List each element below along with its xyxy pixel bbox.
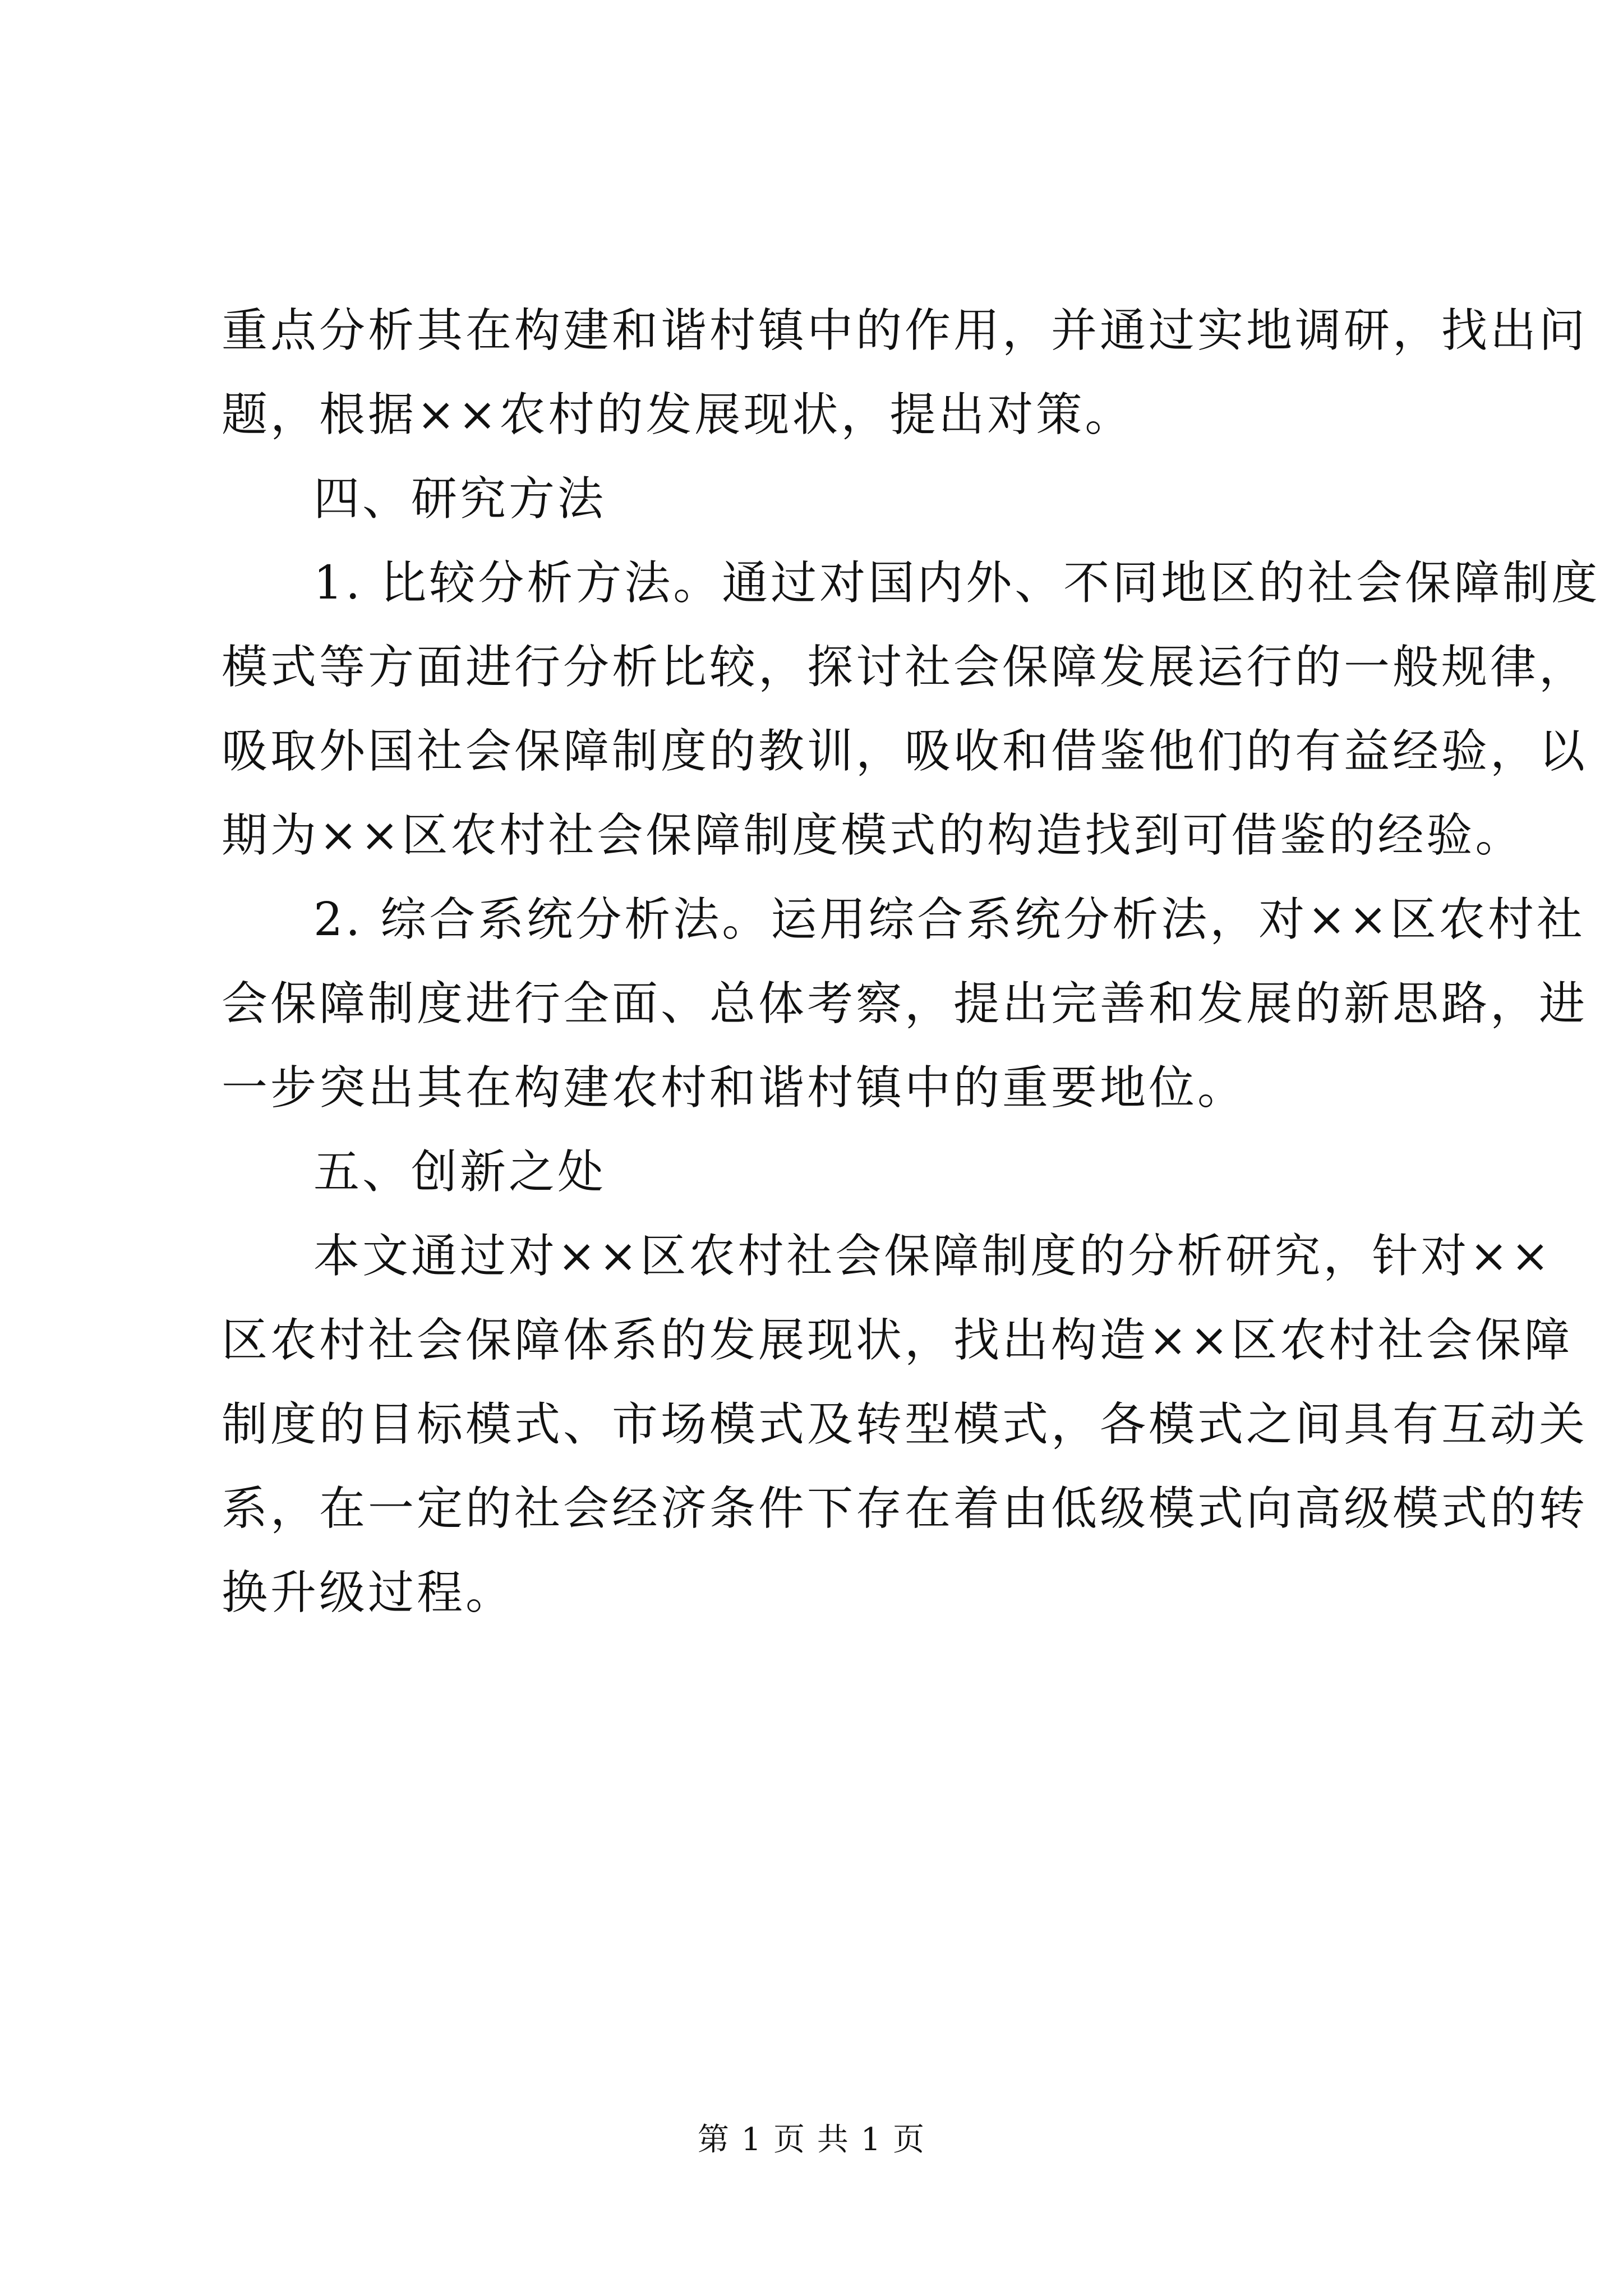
section-heading: 五、创新之处 [313,1145,607,1199]
paragraph-line: 2. 综合系统分析法。运用综合系统分析法，对××区农村社 [313,893,1585,946]
page-footer: 第 1 页 共 1 页 [697,2122,926,2158]
paragraph-line: 模式等方面进行分析比较，探讨社会保障发展运行的一般规律， [222,641,1588,694]
paragraph-line: 题，根据××农村的发展现状，提出对策。 [222,388,1134,441]
paragraph-line: 制度的目标模式、市场模式及转型模式，各模式之间具有互动关 [222,1398,1588,1451]
paragraph-line: 一步突出其在构建农村和谐村镇中的重要地位。 [222,1061,1247,1115]
paragraph-line: 重点分析其在构建和谐村镇中的作用，并通过实地调研，找出问 [222,304,1588,357]
paragraph-line: 区农村社会保障体系的发展现状，找出构造××区农村社会保障 [222,1314,1573,1367]
section-heading: 四、研究方法 [313,472,607,526]
paragraph-line: 换升级过程。 [222,1566,515,1619]
paragraph-line: 吸取外国社会保障制度的教训，吸收和借鉴他们的有益经验，以 [222,725,1588,778]
paragraph-line: 会保障制度进行全面、总体考察，提出完善和发展的新思路，进 [222,977,1588,1030]
paragraph-line: 本文通过对××区农村社会保障制度的分析研究，针对×× [313,1230,1552,1283]
paragraph-line: 期为××区农村社会保障制度模式的构造找到可借鉴的经验。 [222,809,1524,862]
paragraph-line: 1. 比较分析方法。通过对国内外、不同地区的社会保障制度 [313,556,1601,610]
paragraph-line: 系，在一定的社会经济条件下存在着由低级模式向高级模式的转 [222,1482,1588,1535]
